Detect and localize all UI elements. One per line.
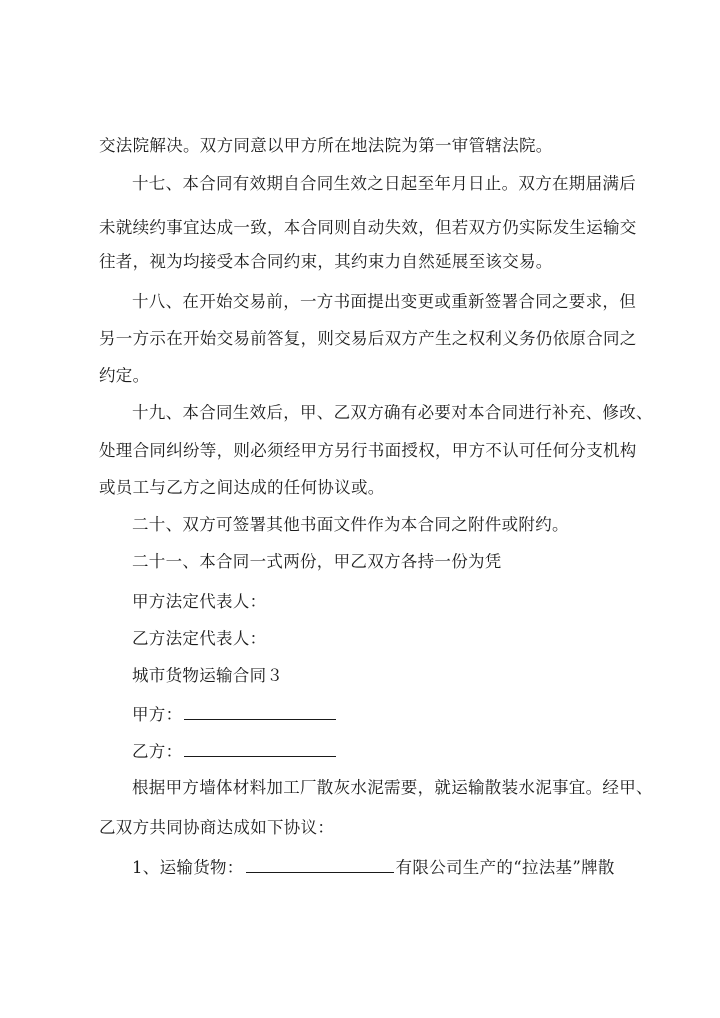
clause-18-line-2: 另一方示在开始交易前答复，则交易后双方产生之权利义务仍依原合同之 — [99, 329, 637, 348]
clause-17-line-1: 十七、本合同有效期自合同生效之日起至年月日止。双方在期届满后 — [132, 174, 636, 193]
clause-17-line-2: 未就续约事宜达成一致，本合同则自动失效，但若双方仍实际发生运输交 — [99, 218, 637, 237]
clause-18-line-1: 十八、在开始交易前，一方书面提出变更或重新签署合同之要求，但 — [132, 292, 636, 311]
party-a-blank — [184, 701, 336, 720]
clause-19-line-3: 或员工与乙方之间达成的任何协议或。 — [99, 478, 385, 497]
preamble-line-1: 根据甲方墙体材料加工厂散灰水泥需要，就运输散装水泥事宜。经甲、 — [132, 778, 653, 797]
clause-17-line-3: 往者，视为均接受本合同约束，其约束力自然延展至该交易。 — [99, 252, 553, 271]
party-b-label: 乙方： — [132, 742, 183, 761]
item-1-label: 1、运输货物： — [132, 858, 244, 877]
party-b-line — [132, 738, 338, 764]
party-b-blank — [184, 738, 336, 757]
party-a-line — [132, 701, 338, 727]
clause-20-line: 二十、双方可签署其他书面文件作为本合同之附件或附约。 — [132, 515, 569, 534]
item-1-line — [132, 854, 615, 880]
party-a-representative: 甲方法定代表人： — [132, 592, 267, 611]
preamble-line-2: 乙双方共同协商达成如下协议： — [99, 818, 335, 837]
item-1-text: 有限公司生产的“拉法基”牌散 — [395, 858, 615, 877]
contract-title: 城市货物运输合同３ — [132, 666, 284, 685]
text-line: 交法院解决。双方同意以甲方所在地法院为第一审管辖法院。 — [99, 136, 553, 155]
clause-21-line: 二十一、本合同一式两份，甲乙双方各持一份为凭 — [132, 552, 502, 571]
clause-19-line-1: 十九、本合同生效后，甲、乙双方确有必要对本合同进行补充、修改、 — [132, 403, 653, 422]
item-1-blank — [246, 854, 394, 873]
clause-19-line-2: 处理合同纠纷等，则必须经甲方另行书面授权，甲方不认可任何分支机构 — [99, 441, 637, 460]
party-a-label: 甲方： — [132, 705, 183, 724]
party-b-representative: 乙方法定代表人： — [132, 629, 267, 648]
clause-18-line-3: 约定。 — [99, 366, 150, 385]
